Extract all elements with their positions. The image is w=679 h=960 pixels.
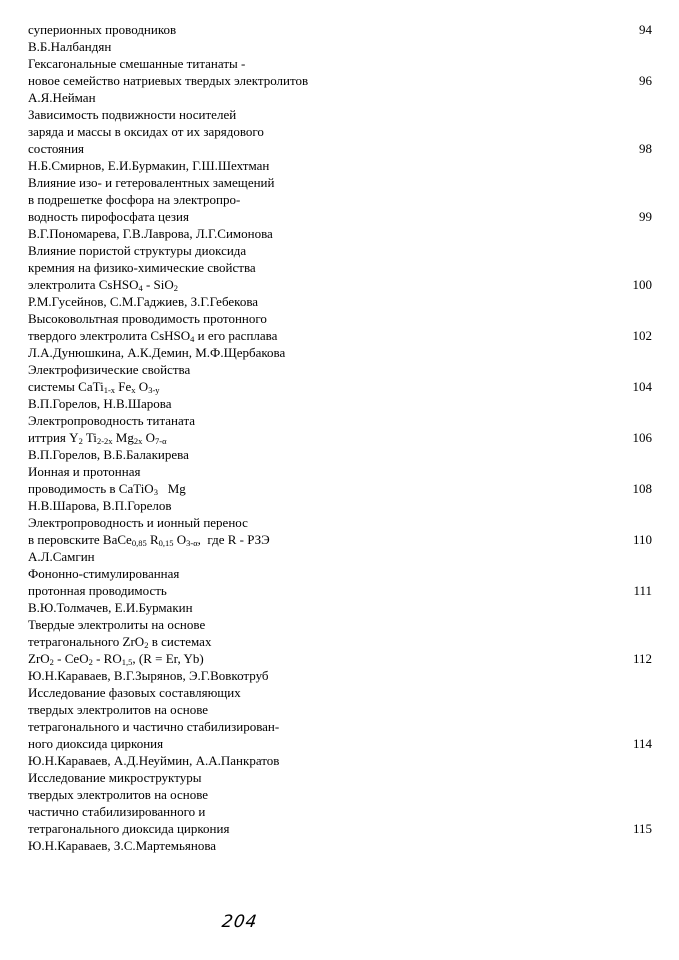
toc-line: А.Я.Нейман (28, 90, 96, 105)
toc-line: В.П.Горелов, В.Б.Балакирева (28, 447, 189, 462)
toc-line: $ZrO_2 - CeO_2 - RO_{1,5}$, (R = Er, Yb) (28, 651, 204, 667)
toc-line: В.П.Горелов, Н.В.Шарова (28, 396, 172, 411)
toc-line: Исследование микроструктуры (28, 770, 202, 785)
toc-page-number: 102 (632, 328, 652, 343)
toc-line: проводимость в CaTiO$_3$ Mg (28, 481, 186, 497)
toc-page-number: 106 (632, 430, 652, 445)
toc-line: Твердые электролиты на основе (28, 617, 206, 632)
toc-line: тетрагонального ZrO$_2$ в системах (28, 634, 212, 650)
toc-page-number: 110 (632, 532, 652, 547)
toc-page-number: 94 (639, 22, 652, 37)
toc-line: Ионная и протонная (28, 464, 141, 479)
toc-page-number: 115 (632, 821, 652, 836)
toc-line: частично стабилизированного и (28, 804, 206, 819)
toc-line: Электропроводность титаната (28, 413, 196, 428)
toc-line: водность пирофосфата цезия (28, 209, 189, 224)
toc-line: иттрия $Y_2$ $Ti_{2-2x}$ $Mg_{2x}$ $O_{7-\alpha}$ (28, 430, 167, 446)
toc-line: новое семейство натриевых твердых электролитов (28, 73, 309, 88)
toc-line: Л.А.Дунюшкина, А.К.Демин, М.Ф.Щербакова (28, 345, 286, 360)
toc-line: Гексагональные смешанные титанаты - (28, 56, 246, 71)
toc-line: Исследование фазовых составляющих (28, 685, 241, 700)
handwritten-page-number: 204 (220, 912, 259, 932)
toc-line: Ю.Н.Караваев, А.Д.Неуймин, А.А.Панкратов (28, 753, 280, 768)
toc-line: протонная проводимость (28, 583, 167, 598)
toc-line: твердого электролита CsHSO$_4$ и его расплава (28, 328, 278, 344)
toc-line: А.Л.Самгин (28, 549, 95, 564)
toc-line: Н.Б.Смирнов, Е.И.Бурмакин, Г.Ш.Шехтман (28, 158, 270, 173)
toc-line: в подрешетке фосфора на электропро- (28, 192, 241, 207)
toc-line: в перовските BaCe$_{0,85}$ $R_{0,15}$ $O_{3-\alpha}$, где R - РЗЭ (28, 532, 270, 548)
toc-line: электролита CsHSO$_4$ - SiO$_2$ (28, 277, 179, 293)
toc-line: тетрагонального и частично стабилизирован- (28, 719, 280, 734)
toc-line: В.Ю.Толмачев, Е.И.Бурмакин (28, 600, 193, 615)
toc-line: Зависимость подвижности носителей (28, 107, 237, 122)
toc-page-number: 114 (632, 736, 652, 751)
toc-line: твердых электролитов на основе (28, 787, 209, 802)
toc-line: твердых электролитов на основе (28, 702, 209, 717)
toc-line: Фононно-стимулированная (28, 566, 180, 581)
toc-line: ного диоксида циркония (28, 736, 164, 751)
toc-line: заряда и массы в оксидах от их зарядового (28, 124, 264, 139)
toc-page-number: 100 (632, 277, 652, 292)
toc-line: В.Г.Пономарева, Г.В.Лаврова, Л.Г.Симонова (28, 226, 273, 241)
toc-line: Электрофизические свойства (28, 362, 191, 377)
toc-line: Ю.Н.Караваев, В.Г.Зырянов, Э.Г.Вовкотруб (28, 668, 269, 683)
toc-page-number: 108 (632, 481, 652, 496)
toc-line: состояния (28, 141, 84, 156)
toc-line: суперионных проводников (28, 22, 177, 37)
toc-line: тетрагонального диоксида циркония (28, 821, 230, 836)
toc-page-number: 99 (639, 209, 652, 224)
toc-line: Влияние изо- и гетеровалентных замещений (28, 175, 275, 190)
toc-line: Влияние пористой структуры диоксида (28, 243, 247, 258)
toc-line: кремния на физико-химические свойства (28, 260, 256, 275)
toc-line: системы CaTi$_{1-x}$ $Fe_x$ $O_{3-y}$ (28, 379, 160, 395)
toc-page-number: 98 (639, 141, 652, 156)
toc-line: Электропроводность и ионный перенос (28, 515, 248, 530)
toc-line: Н.В.Шарова, В.П.Горелов (28, 498, 172, 513)
toc-page-number: 111 (633, 583, 652, 598)
toc-line: В.Б.Налбандян (28, 39, 112, 54)
toc-page-number: 112 (632, 651, 652, 666)
toc-page-number: 104 (632, 379, 652, 394)
toc-line: Высоковольтная проводимость протонного (28, 311, 267, 326)
toc-line: Р.М.Гусейнов, С.М.Гаджиев, З.Г.Гебекова (28, 294, 259, 309)
toc-line: Ю.Н.Караваев, З.С.Мартемьянова (28, 838, 217, 853)
toc-page-number: 96 (639, 73, 652, 88)
